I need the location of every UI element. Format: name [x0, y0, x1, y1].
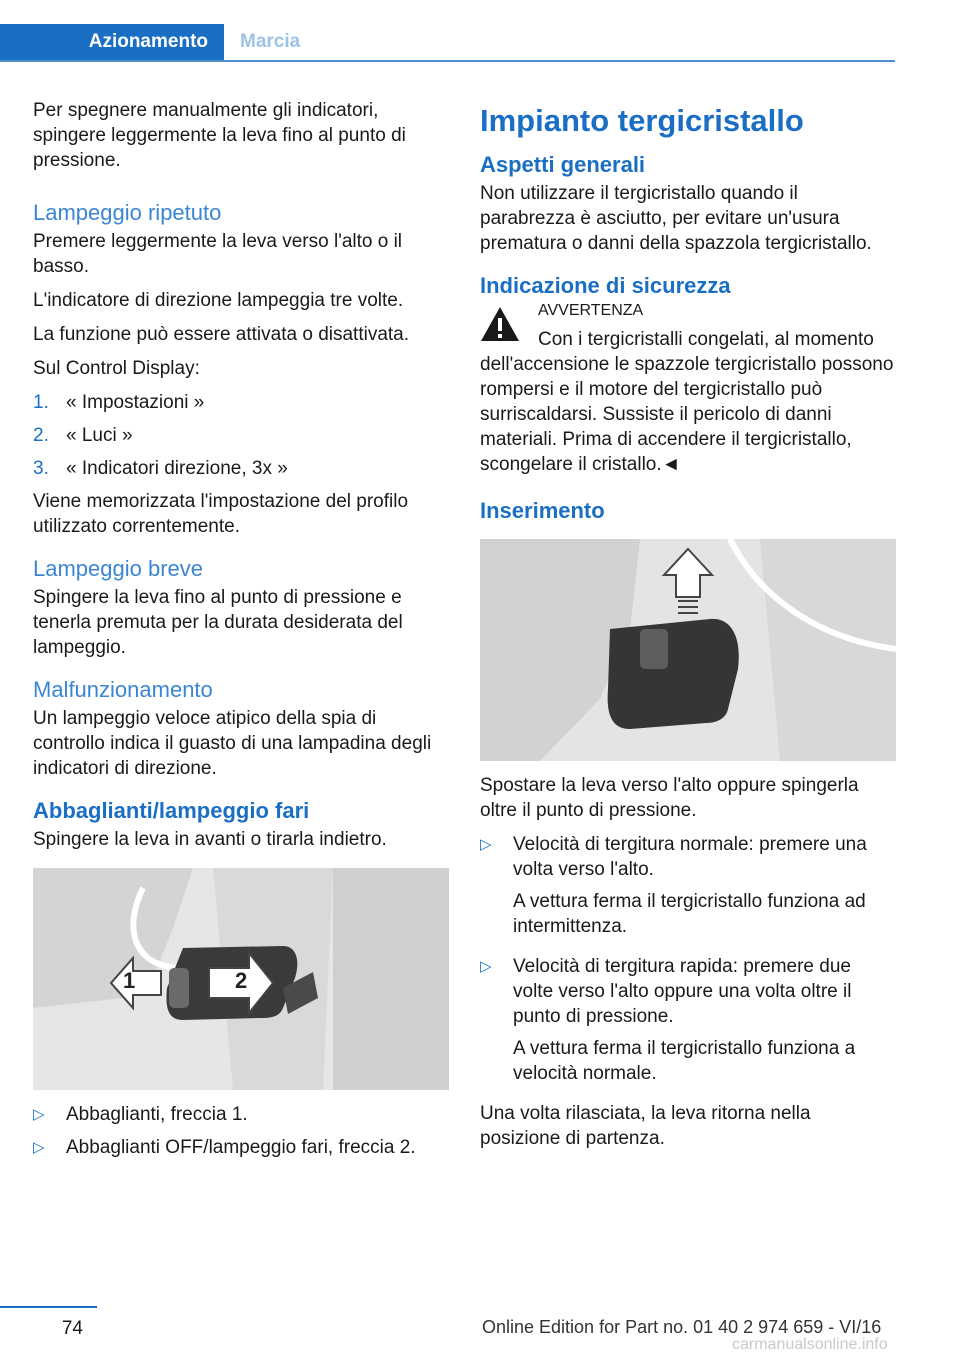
- watermark: carmanualsonline.info: [732, 1336, 888, 1353]
- step-text: « Luci »: [66, 425, 133, 446]
- bullet-subtext: A vettura ferma il tergicristallo funziona ad intermittenza.: [513, 891, 866, 937]
- tab-marcia[interactable]: Marcia: [240, 31, 301, 52]
- paragraph: Una volta rilasciata, la leva ritorna nella posizione di partenza.: [480, 1103, 811, 1149]
- heading-sicurezza: Indicazione di sicurezza: [480, 273, 731, 298]
- bullet-text: Velocità di tergitura rapida: premere due volte verso l'alto oppure una volta oltre il punto di pressione.: [513, 956, 852, 1027]
- paragraph: Un lampeggio veloce atipico della spia di controllo indica il guasto di una lampadina degli indicatori di direzione.: [33, 708, 432, 779]
- bullet-text: Abbaglianti, freccia 1.: [66, 1104, 248, 1125]
- section-title: Impianto tergicristallo: [480, 103, 804, 138]
- paragraph: Spingere la leva in avanti o tirarla indietro.: [33, 829, 387, 850]
- footer-rule: [0, 1306, 97, 1308]
- heading-abbaglianti: Abbaglianti/lampeggio fari: [33, 798, 310, 823]
- triangle-right-icon: ▷: [33, 1106, 45, 1123]
- warning-box: [480, 302, 896, 477]
- list-item: [33, 423, 451, 448]
- triangle-right-icon: ▷: [480, 958, 492, 975]
- warning-text: Con i tergicristalli congelati, al momento dell'accensione le spazzole tergicristallo possono rompersi e il motore del tergicristallo può surriscaldarsi. Sussiste il pericolo di danni materiali. Prima di accendere il tergicristallo, scongelare il cristallo.◄: [480, 329, 894, 475]
- heading-lampeggio-breve: Lampeggio breve: [33, 556, 204, 581]
- bullet-subtext: A vettura ferma il tergicristallo funziona a velocità normale.: [513, 1038, 856, 1084]
- arrow-label-2: 2: [235, 968, 248, 993]
- heading-aspetti-generali: Aspetti generali: [480, 152, 646, 177]
- edition-text: Online Edition for Part no. 01 40 2 974 659 - VI/16: [482, 1317, 882, 1337]
- step-number: 2.: [33, 425, 49, 446]
- list-item: [33, 1102, 451, 1127]
- step-number: 3.: [33, 458, 49, 479]
- paragraph: L'indicatore di direzione lampeggia tre volte.: [33, 290, 404, 311]
- paragraph: Premere leggermente la leva verso l'alto o il basso.: [33, 231, 403, 277]
- triangle-right-icon: ▷: [33, 1139, 45, 1156]
- tab-azionamento[interactable]: Azionamento: [0, 24, 224, 60]
- list-item: [480, 832, 896, 946]
- paragraph: Sul Control Display:: [33, 358, 200, 379]
- list-item: [33, 456, 451, 481]
- list-item: [33, 1135, 451, 1160]
- step-text: « Indicatori direzione, 3x »: [66, 458, 288, 479]
- triangle-right-icon: ▷: [480, 836, 492, 853]
- arrow-label-1: 1: [123, 968, 136, 993]
- paragraph: Viene memorizzata l'impostazione del profilo utilizzato correntemente.: [33, 491, 409, 537]
- right-column: [480, 101, 896, 1160]
- list-item: [480, 954, 896, 1093]
- wiper-illustration: [480, 539, 896, 761]
- paragraph: Spingere la leva fino al punto di pressione e tenerla premuta per la durata desiderata del lampeggio.: [33, 587, 403, 658]
- bullet-text: Abbaglianti OFF/lampeggio fari, freccia 2.: [66, 1137, 416, 1158]
- heading-malfunzionamento: Malfunzionamento: [33, 677, 213, 702]
- paragraph: La funzione può essere attivata o disattivata.: [33, 324, 410, 345]
- left-column: [33, 98, 451, 1168]
- bullet-text: Velocità di tergitura normale: premere una volta verso l'alto.: [513, 834, 867, 880]
- bullet-list: [480, 832, 896, 1093]
- chapter-tabs: [0, 24, 895, 62]
- paragraph: Spostare la leva verso l'alto oppure spingerla oltre il punto di pressione.: [480, 775, 859, 821]
- step-number: 1.: [33, 392, 49, 413]
- steps-list: [33, 390, 451, 481]
- step-text: « Impostazioni »: [66, 392, 205, 413]
- warning-triangle-icon: [480, 306, 520, 342]
- paragraph: Non utilizzare il tergicristallo quando il parabrezza è asciutto, per evitare un'usura prematura o danni della spazzola tergicristallo.: [480, 183, 872, 254]
- list-item: [33, 390, 451, 415]
- figure-wiper-lever: [480, 539, 896, 761]
- intro-paragraph: Per spegnere manualmente gli indicatori, spingere leggermente la leva fino al punto di pressione.: [33, 100, 406, 171]
- warning-title: AVVERTENZA: [538, 302, 644, 319]
- heading-lampeggio-ripetuto: Lampeggio ripetuto: [33, 200, 222, 225]
- heading-inserimento: Inserimento: [480, 498, 605, 523]
- page-number: 74: [61, 1318, 83, 1339]
- figure-high-beam-lever: [33, 868, 449, 1090]
- bullet-list: [33, 1102, 451, 1160]
